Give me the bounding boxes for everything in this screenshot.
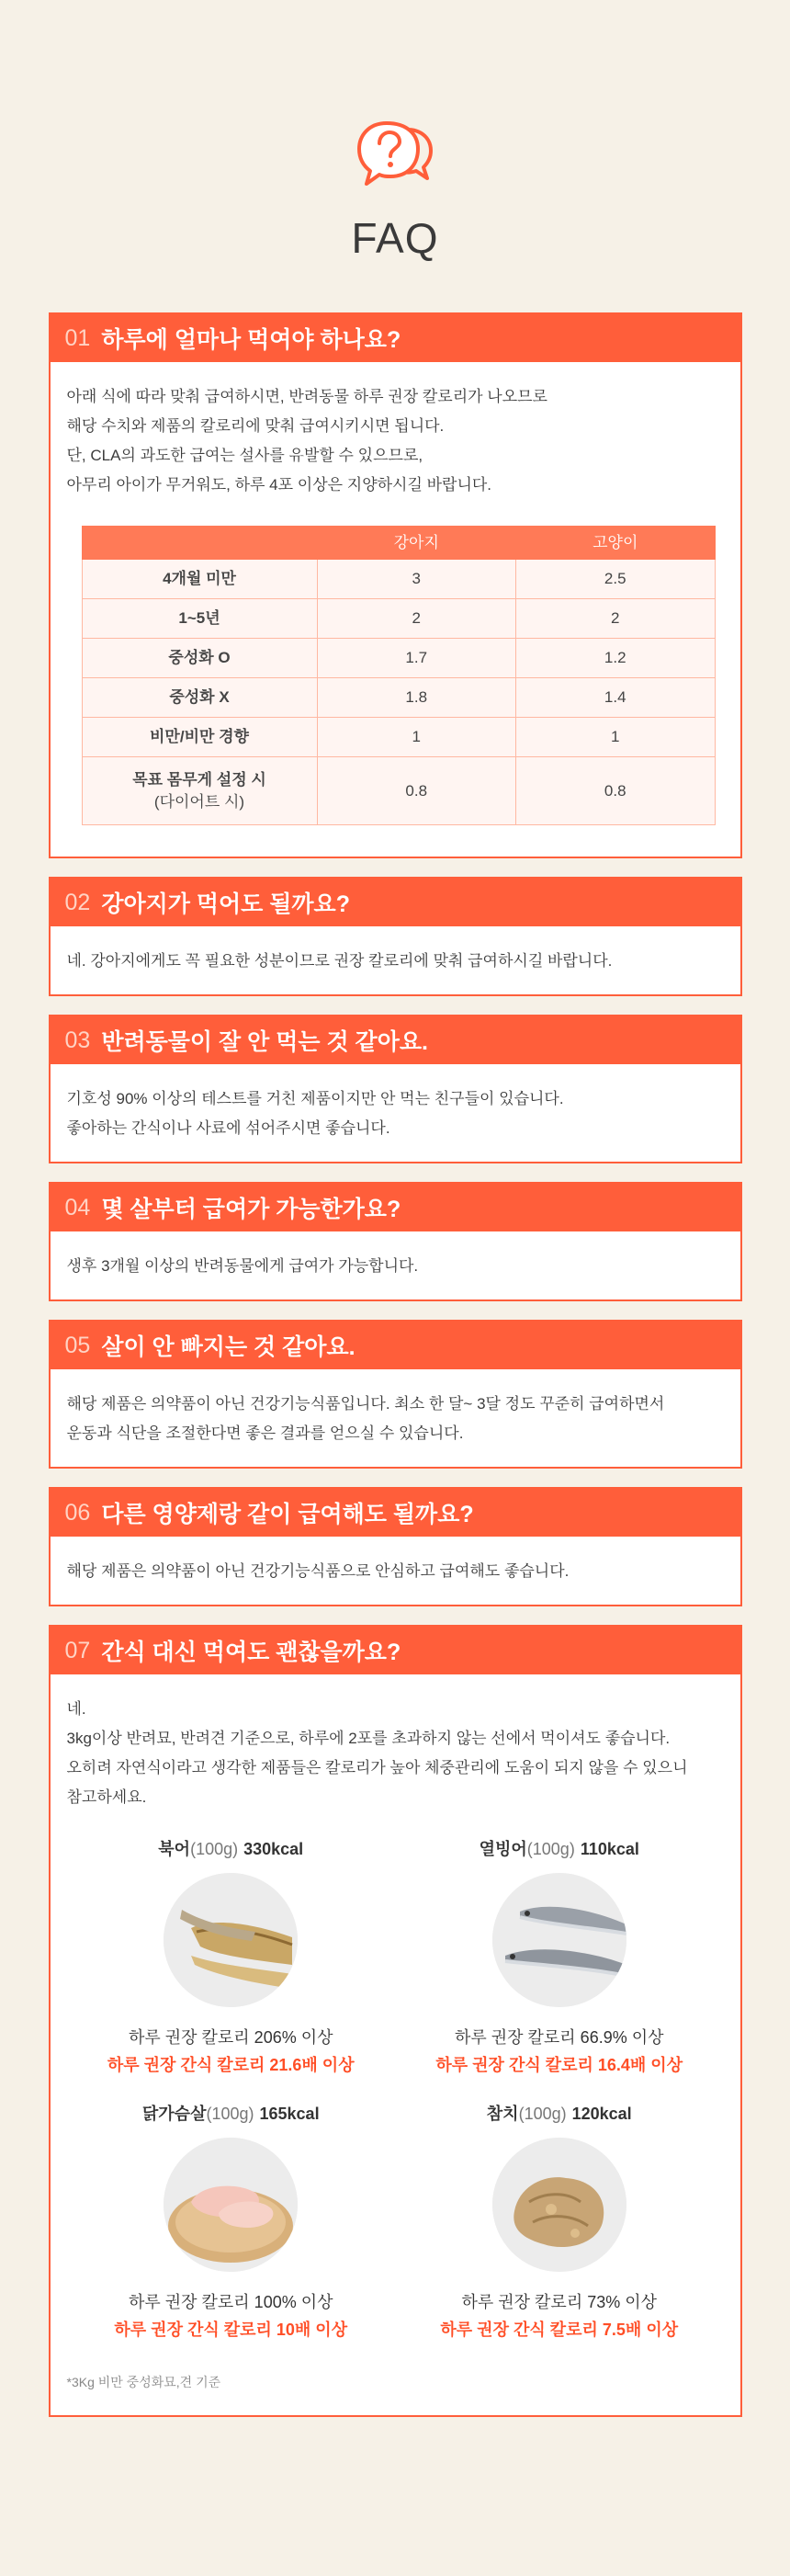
food-item-chicken-breast — [67, 2101, 396, 2343]
page-title: FAQ — [351, 214, 439, 262]
table-row — [82, 560, 715, 599]
faq-answer-05 — [51, 1369, 740, 1467]
row-label — [82, 757, 317, 825]
table-header-dog: 강아지 — [317, 527, 516, 560]
faq-question-text: 간식 대신 먹여도 괜찮을까요? — [101, 1640, 401, 1665]
food-kcal: 165kcal — [259, 2105, 320, 2123]
row-label: 비만/비만 경향 — [82, 718, 317, 757]
answer-line: 단, CLA의 과도한 급여는 설사를 유발할 수 있으므로, — [66, 447, 423, 464]
answer-line: 네. — [66, 1700, 86, 1718]
dog-value: 0.8 — [317, 757, 516, 825]
dog-value: 1 — [317, 718, 516, 757]
table-row — [82, 718, 715, 757]
food-name: 참치 — [486, 2105, 519, 2123]
faq-item-03 — [49, 1015, 742, 1163]
food-unit: (100g) — [206, 2105, 254, 2123]
answer-line: 참고하세요. — [66, 1788, 147, 1806]
faq-question-05 — [51, 1322, 740, 1369]
faq-question-text: 강아지가 먹어도 될까요? — [101, 891, 350, 917]
food-title — [395, 1836, 724, 1862]
faq-question-text: 반려동물이 잘 안 먹는 것 같아요. — [101, 1029, 428, 1055]
answer-line: 아래 식에 따라 맞춰 급여하시면, 반려동물 하루 권장 칼로리가 나오므로 — [66, 388, 547, 405]
food-title — [67, 1836, 396, 1862]
food-calorie-percent: 하루 권장 칼로리 100% 이상 — [128, 2293, 333, 2311]
answer-line: 생후 3개월 이상의 반려동물에게 급여가 가능합니다. — [66, 1257, 419, 1275]
dried-pollock-image — [164, 1873, 298, 2007]
food-kcal: 120kcal — [571, 2105, 632, 2123]
capelin-image — [492, 1873, 626, 2007]
food-title — [67, 2101, 396, 2127]
faq-question-text: 몇 살부터 급여가 가능한가요? — [101, 1197, 401, 1222]
table-header-empty — [82, 527, 317, 560]
cat-value: 0.8 — [516, 757, 716, 825]
faq-question-06 — [51, 1489, 740, 1537]
dog-value: 1.7 — [317, 639, 516, 678]
food-unit: (100g) — [526, 1840, 575, 1858]
footnote: *3Kg 비만 중성화묘,견 기준 — [66, 2375, 221, 2389]
tuna-image — [492, 2138, 626, 2272]
faq-header — [0, 0, 790, 312]
answer-line: 네. 강아지에게도 꼭 필요한 성분이므로 권장 칼로리에 맞춰 급여하시길 바랍니다. — [66, 952, 613, 970]
faq-item-01 — [49, 312, 742, 858]
food-calorie-percent: 하루 권장 칼로리 206% 이상 — [128, 2028, 333, 2047]
answer-line: 해당 제품은 의약품이 아닌 건강기능식품입니다. 최소 한 달~ 3달 정도 꾸준히 급여하면서 — [66, 1395, 665, 1413]
cat-value: 1 — [516, 718, 716, 757]
faq-answer-06 — [51, 1537, 740, 1605]
food-item-dried-pollock — [67, 1836, 396, 2079]
table-header-row — [82, 527, 715, 560]
answer-line: 기호성 90% 이상의 테스트를 거친 제품이지만 안 먹는 친구들이 있습니다. — [66, 1090, 564, 1107]
table-row — [82, 757, 715, 825]
faq-item-02 — [49, 877, 742, 996]
food-title — [395, 2101, 724, 2127]
food-item-tuna — [395, 2101, 724, 2343]
faq-item-04 — [49, 1182, 742, 1301]
food-unit: (100g) — [190, 1840, 239, 1858]
row-label: 중성화 X — [82, 678, 317, 718]
faq-item-05 — [49, 1320, 742, 1469]
row-label: 중성화 O — [82, 639, 317, 678]
row-label: 4개월 미만 — [82, 560, 317, 599]
calorie-factor-table — [82, 526, 716, 825]
food-calorie-percent: 하루 권장 칼로리 73% 이상 — [461, 2293, 658, 2311]
faq-question-text: 하루에 얼마나 먹여야 하나요? — [101, 327, 401, 353]
table-row — [82, 639, 715, 678]
faq-question-02 — [51, 879, 740, 926]
faq-question-04 — [51, 1184, 740, 1231]
faq-question-03 — [51, 1016, 740, 1064]
answer-line: 좋아하는 간식이나 사료에 섞어주시면 좋습니다. — [66, 1119, 390, 1137]
food-name: 닭가슴살 — [141, 2105, 207, 2123]
cat-value: 2.5 — [516, 560, 716, 599]
table-header-cat: 고양이 — [516, 527, 716, 560]
answer-line: 오히려 자연식이라고 생각한 제품들은 칼로리가 높아 체중관리에 도움이 되지 않을 수 있으니 — [66, 1759, 688, 1776]
dog-value: 2 — [317, 599, 516, 639]
food-name: 북어 — [158, 1840, 191, 1858]
dog-value: 1.8 — [317, 678, 516, 718]
faq-item-06 — [49, 1487, 742, 1606]
food-calorie-percent: 하루 권장 칼로리 66.9% 이상 — [454, 2028, 664, 2047]
faq-answer-01 — [51, 362, 740, 857]
row-label-main: 목표 몸무게 설정 시 — [132, 770, 266, 789]
food-kcal: 330kcal — [243, 1840, 304, 1858]
answer-line: 운동과 식단을 조절한다면 좋은 결과를 얻으실 수 있습니다. — [66, 1424, 464, 1442]
row-label-sub: (다이어트 시) — [153, 792, 245, 811]
food-kcal: 110kcal — [580, 1840, 639, 1858]
food-unit: (100g) — [518, 2105, 567, 2123]
table-row — [82, 599, 715, 639]
faq-question-text: 살이 안 빠지는 것 같아요. — [101, 1334, 356, 1360]
cat-value: 1.2 — [516, 639, 716, 678]
row-label: 1~5년 — [82, 599, 317, 639]
answer-line: 해당 제품은 의약품이 아닌 건강기능식품으로 안심하고 급여해도 좋습니다. — [66, 1562, 570, 1580]
faq-answer-03 — [51, 1064, 740, 1162]
food-snack-multiple: 하루 권장 간식 칼로리 16.4배 이상 — [435, 2056, 683, 2074]
food-item-capelin — [395, 1836, 724, 2079]
dog-value: 3 — [317, 560, 516, 599]
answer-line: 아무리 아이가 무거워도, 하루 4포 이상은 지양하시길 바랍니다. — [66, 476, 492, 494]
faq-answer-02 — [51, 926, 740, 994]
faq-answer-04 — [51, 1231, 740, 1299]
faq-number: 05 — [64, 1332, 91, 1358]
faq-number: 06 — [64, 1499, 91, 1526]
answer-line: 3kg이상 반려묘, 반려견 기준으로, 하루에 2포를 초과하지 않는 선에서 먹이셔도 좋습니다. — [66, 1730, 671, 1747]
faq-question-01 — [51, 314, 740, 362]
faq-number: 03 — [64, 1027, 91, 1053]
faq-answer-07 — [51, 1674, 740, 2415]
food-snack-multiple: 하루 권장 간식 칼로리 21.6배 이상 — [107, 2056, 355, 2074]
chicken-breast-image — [164, 2138, 298, 2272]
faq-question-text: 다른 영양제랑 같이 급여해도 될까요? — [101, 1502, 474, 1527]
table-row — [82, 678, 715, 718]
faq-number: 02 — [64, 889, 91, 915]
faq-number: 07 — [64, 1637, 91, 1663]
food-comparison-grid — [67, 1836, 724, 2343]
faq-question-07 — [51, 1627, 740, 1674]
answer-line: 해당 수치와 제품의 칼로리에 맞춰 급여시키시면 됩니다. — [66, 417, 445, 435]
faq-number: 04 — [64, 1194, 91, 1220]
food-snack-multiple: 하루 권장 간식 칼로리 7.5배 이상 — [440, 2321, 679, 2339]
cat-value: 1.4 — [516, 678, 716, 718]
food-name: 열빙어 — [479, 1840, 527, 1858]
food-snack-multiple: 하루 권장 간식 칼로리 10배 이상 — [114, 2321, 348, 2339]
faq-number: 01 — [64, 324, 91, 351]
faq-item-07 — [49, 1625, 742, 2417]
speech-bubble-question-icon — [354, 118, 436, 191]
cat-value: 2 — [516, 599, 716, 639]
